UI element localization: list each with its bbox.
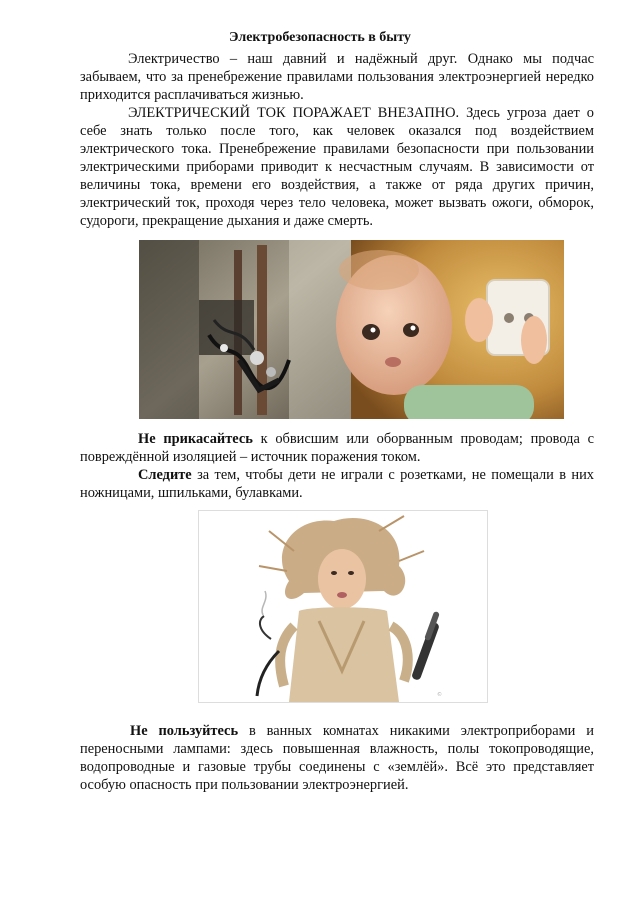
wiring-and-child-photo — [139, 240, 564, 419]
watch-children-bold: Следите — [138, 467, 192, 483]
do-not-use-text: в ванных комнатах никакими электроприборами и переносными лампами: здесь повышенная влажность, полы токопроводящие, водопроводные и газовые трубы соединены с «землёй». Всё это представляет особую опасность при пользовании электроэнергией. — [80, 723, 594, 793]
intro-paragraph: Электричество – наш давний и надёжный друг. Однако мы подчас забываем, что за пренебрежение правилами пользования электроэнергией нередко приходится расплачиваться жизнью. — [80, 51, 594, 103]
do-not-use-paragraph — [80, 722, 594, 794]
document-title: Электробезопасность в быту — [229, 30, 411, 45]
watch-children-text: за тем, чтобы дети не играли с розетками, не помещали в них ножницами, шпильками, булавками. — [80, 467, 594, 501]
do-not-touch-text: к обвисшим или оборванным проводам; провода с повреждённой изоляцией – источник поражения током. — [80, 431, 594, 465]
do-not-touch-bold: Не прикасайтесь — [138, 431, 253, 447]
do-not-use-bold: Не пользуйтесь — [130, 723, 239, 739]
watch-children-paragraph — [80, 466, 594, 502]
svg-text:©: © — [437, 692, 442, 698]
do-not-touch-paragraph — [80, 430, 594, 466]
woman-with-curling-iron-photo — [198, 510, 488, 703]
warning-paragraph: ЭЛЕКТРИЧЕСКИЙ ТОК ПОРАЖАЕТ ВНЕЗАПНО. Здесь угроза дает о себе знать только после того, как человек оказался под воздействием электрического тока. Пренебрежение правилами безопасности при пользовании электрическими приборами приводит к несчастным случаям. В зависимости от величины тока, времени его воздействия, а также от ряда других причин, электрический ток, проходя через тело человека, может вызвать ожоги, обморок, судороги, прекращение дыхания и даже смерть. — [80, 105, 594, 229]
